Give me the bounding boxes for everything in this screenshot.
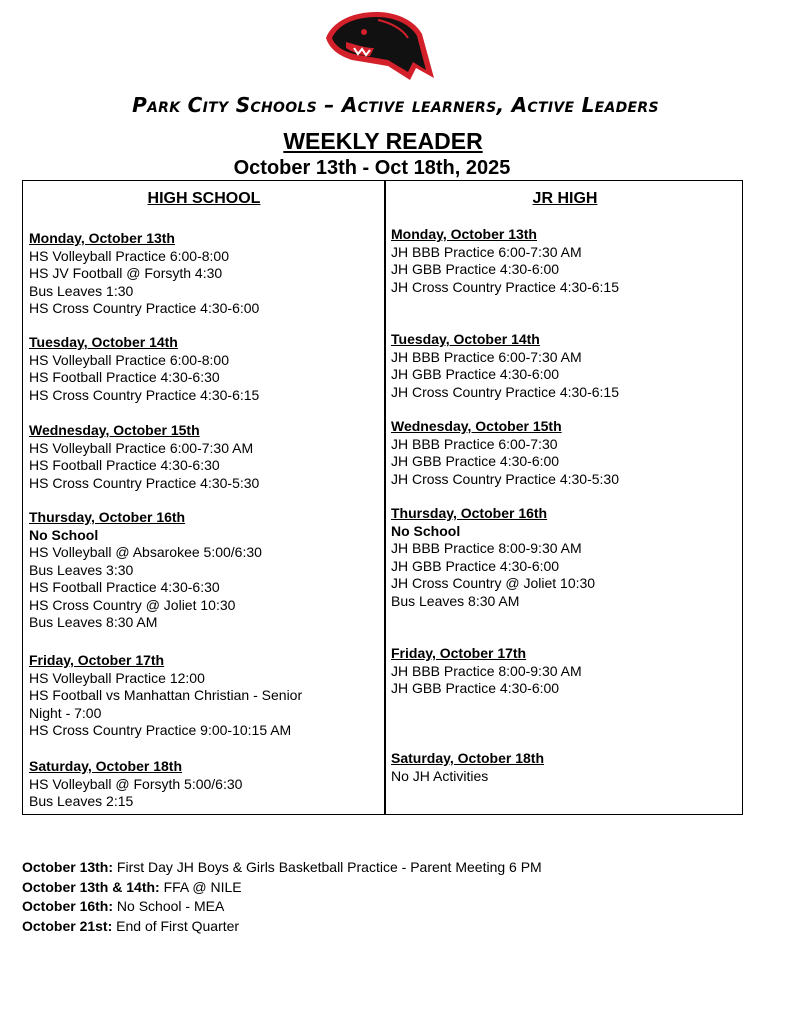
date-range: October 13th - Oct 18th, 2025 [233, 157, 511, 179]
event-line: HS Cross Country Practice 4:30-6:00 [29, 300, 260, 316]
day-title: Wednesday, October 15th [391, 418, 562, 434]
event-line: Bus Leaves 8:30 AM [391, 592, 520, 609]
event-line: HS Football vs Manhattan Christian - Senior [29, 687, 303, 703]
note-date: October 13th & 14th: [22, 878, 160, 895]
event-line: HS Cross Country Practice 9:00-10:15 AM [29, 722, 292, 738]
event-line: HS Volleyball Practice 6:00-7:30 AM [29, 439, 254, 456]
note-item [22, 897, 542, 917]
event-line: HS Cross Country @ Joliet 10:30 [29, 596, 236, 613]
note-item [22, 878, 542, 898]
event-line: HS Cross Country Practice 4:30-6:15 [29, 386, 260, 403]
event-line: JH BBB Practice 6:00-7:30 [391, 435, 558, 452]
event-line: JH BBB Practice 6:00-7:30 AM [391, 348, 582, 365]
event-line: Bus Leaves 1:30 [29, 282, 134, 299]
no-school-note: No School [29, 526, 99, 543]
note-text: FFA @ NILE [159, 878, 242, 895]
jh-day-tuesday [391, 331, 619, 401]
event-line: HS Football Practice 4:30-6:30 [29, 457, 220, 473]
no-school-note: No School [391, 522, 461, 539]
event-line: HS Volleyball @ Forsyth 5:00/6:30 [29, 775, 243, 792]
note-date: October 21st: [22, 917, 113, 934]
jh-day-saturday [391, 750, 544, 785]
jh-day-friday [391, 645, 582, 698]
event-line: HS Volleyball Practice 12:00 [29, 669, 205, 686]
page-title: WEEKLY READER [283, 128, 483, 154]
event-line: HS JV Football @ Forsyth 4:30 [29, 265, 223, 281]
event-line: Night - 7:00 [29, 704, 102, 721]
day-title: Friday, October 17th [391, 645, 527, 661]
jh-day-monday [391, 226, 619, 296]
note-text: First Day JH Boys & Girls Basketball Practice - Parent Meeting 6 PM [113, 859, 542, 875]
event-line: Bus Leaves 3:30 [29, 561, 134, 578]
schedule-table [22, 180, 743, 815]
event-line: JH Cross Country Practice 4:30-5:30 [391, 470, 619, 487]
event-line: JH GBB Practice 4:30-6:00 [391, 366, 560, 382]
day-title: Friday, October 17th [29, 652, 165, 668]
column-divider [384, 181, 386, 814]
event-line: Bus Leaves 8:30 AM [29, 614, 158, 630]
event-line: JH Cross Country Practice 4:30-6:15 [391, 383, 619, 400]
event-line: HS Volleyball Practice 6:00-8:00 [29, 351, 229, 368]
day-title: Monday, October 13th [29, 230, 175, 246]
hs-day-wednesday [29, 422, 259, 492]
event-line: HS Football Practice 4:30-6:30 [29, 369, 220, 385]
event-line: No JH Activities [391, 767, 489, 784]
event-line: JH BBB Practice 8:00-9:30 AM [391, 662, 582, 679]
jh-day-thursday [391, 505, 595, 610]
hs-day-thursday [29, 509, 262, 632]
note-item [22, 858, 542, 878]
day-title: Thursday, October 16th [29, 509, 186, 525]
note-item [22, 917, 542, 937]
high-school-heading: HIGH SCHOOL [147, 190, 261, 207]
event-line: HS Football Practice 4:30-6:30 [29, 579, 220, 595]
event-line: JH Cross Country Practice 4:30-6:15 [391, 278, 619, 295]
hs-day-friday [29, 652, 302, 740]
jr-high-heading: JR HIGH [532, 190, 598, 207]
event-line: JH GBB Practice 4:30-6:00 [391, 680, 560, 696]
note-date: October 16th: [22, 898, 114, 914]
hs-day-monday [29, 230, 259, 318]
hs-day-tuesday [29, 334, 259, 404]
day-title: Saturday, October 18th [391, 750, 545, 766]
note-date: October 13th: [22, 859, 114, 875]
event-line: JH GBB Practice 4:30-6:00 [391, 557, 560, 574]
event-line: JH GBB Practice 4:30-6:00 [391, 261, 560, 277]
event-line: HS Volleyball @ Absarokee 5:00/6:30 [29, 544, 262, 560]
day-title: Tuesday, October 14th [391, 331, 540, 347]
panther-head-icon [318, 8, 440, 84]
event-line: JH BBB Practice 6:00-7:30 AM [391, 243, 582, 260]
day-title: Saturday, October 18th [29, 758, 183, 774]
event-line: HS Cross Country Practice 4:30-5:30 [29, 474, 260, 491]
event-line: JH BBB Practice 8:00-9:30 AM [391, 540, 582, 556]
day-title: Monday, October 13th [391, 226, 537, 242]
note-text: End of First Quarter [112, 917, 240, 934]
day-title: Tuesday, October 14th [29, 334, 178, 350]
event-line: HS Volleyball Practice 6:00-8:00 [29, 247, 229, 264]
event-line: JH GBB Practice 4:30-6:00 [391, 453, 560, 469]
hs-day-saturday [29, 758, 242, 811]
day-title: Thursday, October 16th [391, 505, 548, 521]
day-title: Wednesday, October 15th [29, 422, 200, 438]
event-line: JH Cross Country @ Joliet 10:30 [391, 575, 596, 591]
important-dates [22, 858, 542, 936]
note-text: No School - MEA [113, 898, 225, 914]
event-line: Bus Leaves 2:15 [29, 793, 134, 809]
school-tagline: Park City Schools – Active learners, Active Leaders [132, 93, 659, 117]
jh-day-wednesday [391, 418, 619, 488]
